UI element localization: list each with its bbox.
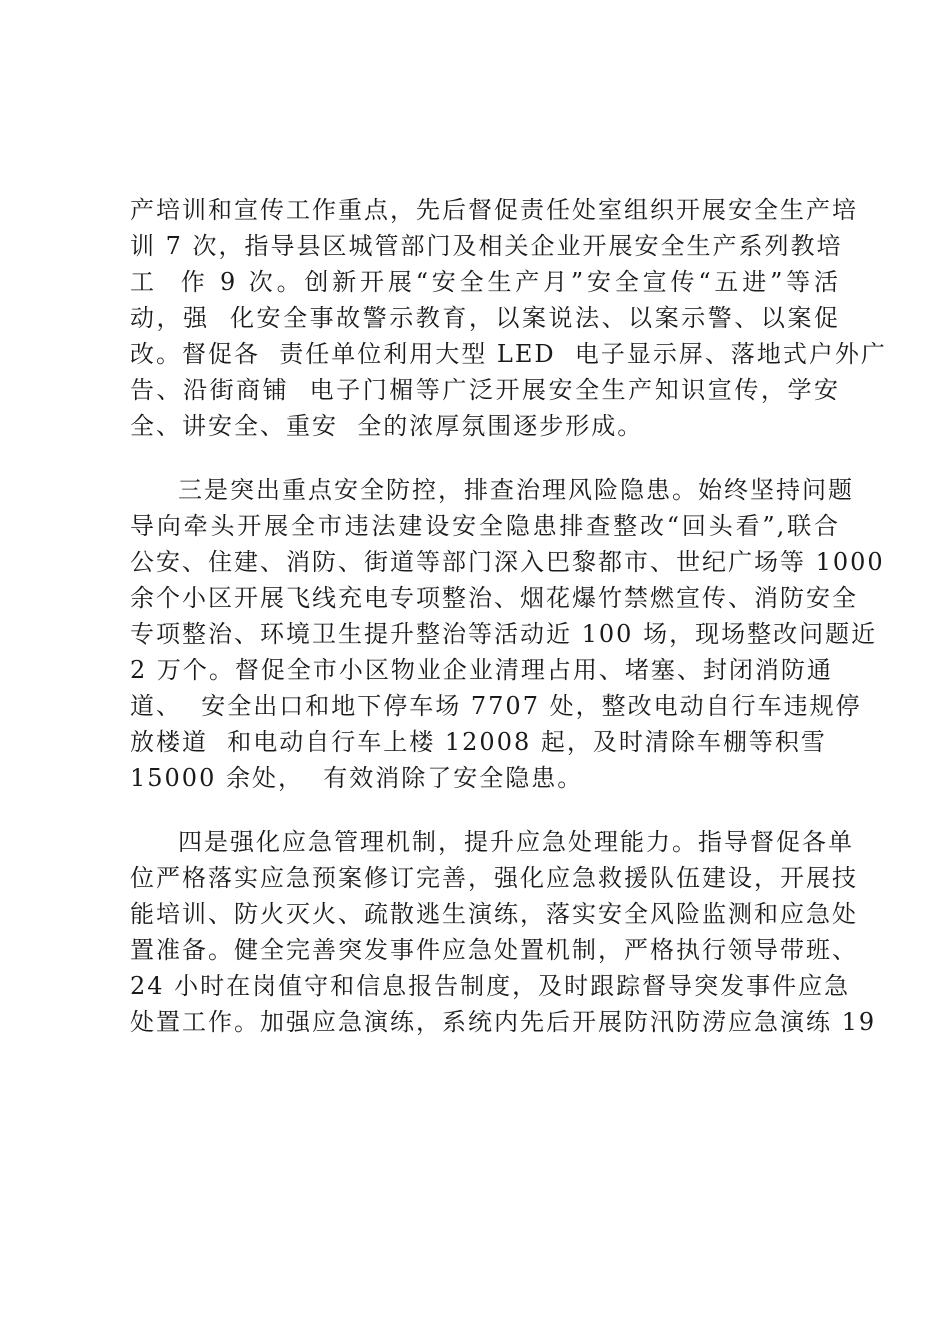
paragraph-3-line-4: 置准备。健全完善突发事件应急处置机制，严格执行领导带班、	[130, 936, 858, 964]
paragraph-1-line-4: 动，强 化安全事故警示教育，以案说法、以案示警、以案促	[130, 304, 840, 332]
paragraph-3-line-5: 24 小时在岗值守和信息报告制度，及时跟踪督导突发事件应急	[130, 972, 851, 1000]
paragraph-3-line-1: 四是强化应急管理机制，提升应急处理能力。指导督促各单	[178, 828, 854, 856]
paragraph-1-line-2: 训 7 次，指导县区城管部门及相关企业开展安全生产系列教培	[130, 232, 843, 260]
paragraph-3-line-6: 处置工作。加强应急演练，系统内先后开展防汛防涝应急演练 19	[130, 1008, 877, 1036]
paragraph-2-line-5: 专项整治、环境卫生提升整治等活动近 100 场，现场整改问题近	[130, 620, 878, 648]
paragraph-3-line-2: 位严格落实应急预案修订完善，强化应急救援队伍建设，开展技	[130, 864, 858, 892]
paragraph-1-line-3: 工 作 9 次。创新开展“安全生产月”安全宣传“五进”等活	[130, 268, 840, 296]
paragraph-2-line-3: 公安、住建、消防、街道等部门深入巴黎都市、世纪广场等 1000	[130, 548, 885, 576]
paragraph-2-line-8: 放楼道 和电动自行车上楼 12008 起，及时清除车棚等积雪	[130, 728, 827, 756]
paragraph-1-line-7: 全、讲安全、重安 全的浓厚氛围逐步形成。	[130, 412, 644, 440]
paragraph-2-line-1: 三是突出重点安全防控，排查治理风险隐患。始终坚持问题	[178, 476, 854, 504]
paragraph-3-line-3: 能培训、防火灭火、疏散逃生演练，落实安全风险监测和应急处	[130, 900, 858, 928]
paragraph-1-line-5: 改。督促各 责任单位利用大型 LED 电子显示屏、落地式户外广	[130, 340, 887, 368]
paragraph-2-line-4: 余个小区开展飞线充电专项整治、烟花爆竹禁燃宣传、消防安全	[130, 584, 858, 612]
paragraph-2-line-7: 道、 安全出口和地下停车场 7707 处，整改电动自行车违规停	[130, 692, 862, 720]
paragraph-1-line-1: 产培训和宣传工作重点，先后督促责任处室组织开展安全生产培	[130, 196, 858, 224]
paragraph-2-line-6: 2 万个。督促全市小区物业企业清理占用、堵塞、封闭消防通	[130, 656, 833, 684]
paragraph-2-line-9: 15000 余处， 有效消除了安全隐患。	[130, 764, 584, 792]
paragraph-1-line-6: 告、沿街商铺 电子门楣等广泛开展安全生产知识宣传，学安	[130, 376, 840, 404]
paragraph-2-line-2: 导向牵头开展全市违法建设安全隐患排查整改“回头看”,联合	[130, 512, 840, 540]
